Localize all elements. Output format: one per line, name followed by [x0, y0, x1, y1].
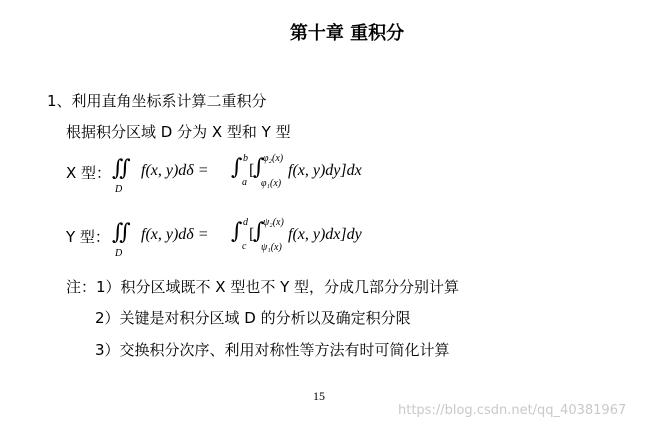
integral-sign-y-inner: ∫	[253, 219, 265, 244]
formula-y-outer-lower: c	[242, 241, 247, 252]
formula-y-inner-lower: ψ₁(x)	[261, 242, 282, 253]
formula-y-outer-upper: d	[243, 217, 248, 228]
formula-x-inner-upper: φ₂(x)	[263, 153, 284, 164]
formula-x-label: X 型：	[66, 164, 112, 182]
double-integral-sign-y: ∬	[112, 220, 131, 245]
formula-y-label: Y 型：	[66, 228, 110, 246]
note-2: 2）关键是对积分区域 D 的分析以及确定积分限	[95, 309, 411, 327]
formula-x-lhs: f(x, y)dδ =	[141, 162, 209, 179]
page-number: 15	[313, 389, 325, 403]
formula-x-inner-lower: φ₁(x)	[261, 178, 282, 189]
formula-y-domain: D	[115, 248, 123, 259]
intro-line: 根据积分区域 D 分为 X 型和 Y 型	[66, 123, 291, 141]
formula-y-lhs: f(x, y)dδ =	[141, 226, 209, 243]
chapter-title: 第十章 重积分	[289, 23, 405, 44]
integral-sign-x-outer: ∫	[231, 155, 243, 180]
formula-y-inner-upper: ψ₂(x)	[263, 217, 284, 228]
formula-x-domain: D	[115, 184, 123, 195]
formula-x-bracket: [	[249, 162, 255, 179]
double-integral-sign-x: ∬	[112, 156, 131, 181]
note-1: 注：1）积分区域既不 X 型也不 Y 型，分成几部分分别计算	[66, 278, 460, 296]
formula-y-bracket: [	[249, 226, 255, 243]
formula-x-outer-lower: a	[242, 177, 247, 188]
formula-x-integrand: f(x, y)dy]dx	[288, 162, 362, 179]
watermark: https://blog.csdn.net/qq_40381967	[398, 403, 627, 418]
formula-y-integrand: f(x, y)dx]dy	[288, 226, 362, 243]
integral-sign-x-inner: ∫	[253, 155, 265, 180]
note-3: 3）交换积分次序、利用对称性等方法有时可简化计算	[95, 341, 450, 359]
formula-x-outer-upper: b	[243, 153, 248, 164]
integral-sign-y-outer: ∫	[231, 219, 243, 244]
section-heading: 1、利用直角坐标系计算二重积分	[47, 92, 267, 110]
